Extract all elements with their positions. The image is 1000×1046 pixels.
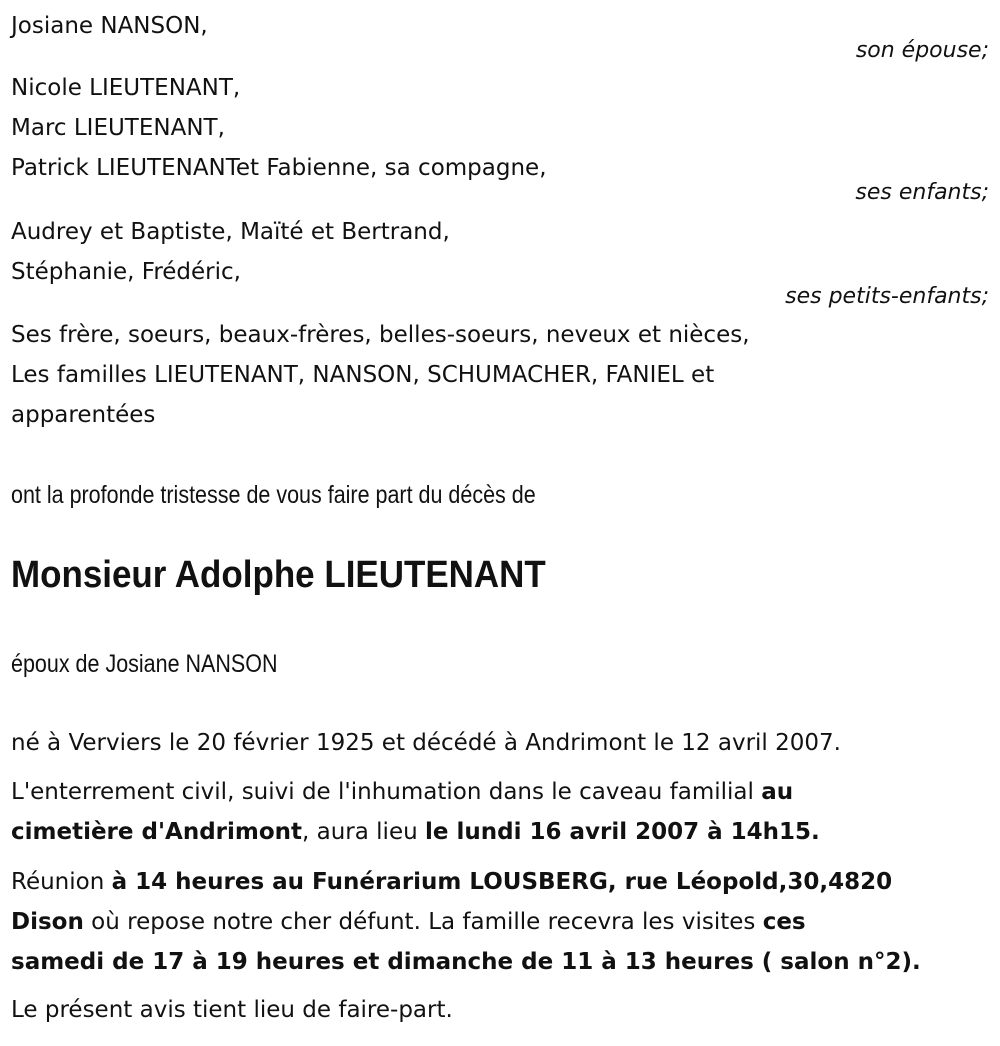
grandchild-names: Stéphanie, Frédéric, bbox=[11, 259, 241, 285]
relatives-line: Ses frère, soeurs, beaux-frères, belles-soeurs, neveux et nièces, bbox=[11, 322, 750, 348]
funeral-date: le lundi 16 avril 2007 à 14h15. bbox=[425, 819, 820, 845]
announcement-text: ont la profonde tristesse de vous faire part du décès de bbox=[11, 481, 536, 509]
visits-bold: ces bbox=[762, 909, 806, 935]
closing bbox=[11, 990, 453, 1030]
grandchildren-section bbox=[11, 212, 989, 308]
visits-schedule: samedi de 17 à 19 heures et dimanche de 11 à 13 heures ( salon n°2). bbox=[11, 949, 921, 975]
child-name: Marc LIEUTENANT, bbox=[11, 115, 225, 141]
gathering-location: à 14 heures au Funérarium LOUSBERG, rue Léopold,30,4820 bbox=[111, 869, 893, 895]
funeral-paragraph bbox=[11, 772, 989, 852]
child-name: Nicole LIEUTENANT, bbox=[11, 75, 241, 101]
spouse-of-text: époux de Josiane NANSON bbox=[11, 650, 278, 678]
children-role: ses enfants; bbox=[855, 180, 989, 205]
children-section bbox=[11, 68, 989, 204]
gathering-text: Réunion bbox=[11, 869, 112, 895]
grandchildren-role: ses petits-enfants; bbox=[785, 284, 989, 309]
funeral-text: L'enterrement civil, suivi de l'inhumation dans le caveau familial bbox=[11, 779, 762, 805]
spouse-section bbox=[11, 6, 989, 62]
deceased-name: Monsieur Adolphe LIEUTENANT bbox=[11, 554, 546, 596]
gathering-city: Dison bbox=[11, 909, 84, 935]
birth-death-text: né à Verviers le 20 février 1925 et décédé à Andrimont le 12 avril 2007. bbox=[11, 730, 841, 756]
funeral-text: , aura lieu bbox=[302, 819, 425, 845]
spouse-name: Josiane NANSON, bbox=[11, 13, 208, 39]
grandchild-names: Audrey et Baptiste, Maïté et Bertrand, bbox=[11, 219, 450, 245]
closing-text: Le présent avis tient lieu de faire-part. bbox=[11, 997, 453, 1023]
gathering-paragraph bbox=[11, 862, 989, 982]
spouse-line bbox=[11, 644, 321, 684]
spouse-role: son épouse; bbox=[855, 38, 989, 63]
announcement bbox=[11, 475, 621, 515]
relatives-line: Les familles LIEUTENANT, NANSON, SCHUMACHER, FANIEL et bbox=[11, 362, 715, 388]
gathering-text: où repose notre cher défunt. La famille recevra les visites bbox=[83, 909, 763, 935]
cemetery-name: cimetière d'Andrimont bbox=[11, 819, 303, 845]
relatives-line: apparentées bbox=[11, 402, 156, 428]
deceased-heading bbox=[11, 552, 592, 598]
other-relatives-section bbox=[11, 315, 989, 435]
child-name: Patrick LIEUTENANTet Fabienne, sa compagne, bbox=[11, 155, 547, 181]
funeral-bold: au bbox=[761, 779, 794, 805]
birth-death bbox=[11, 723, 841, 763]
